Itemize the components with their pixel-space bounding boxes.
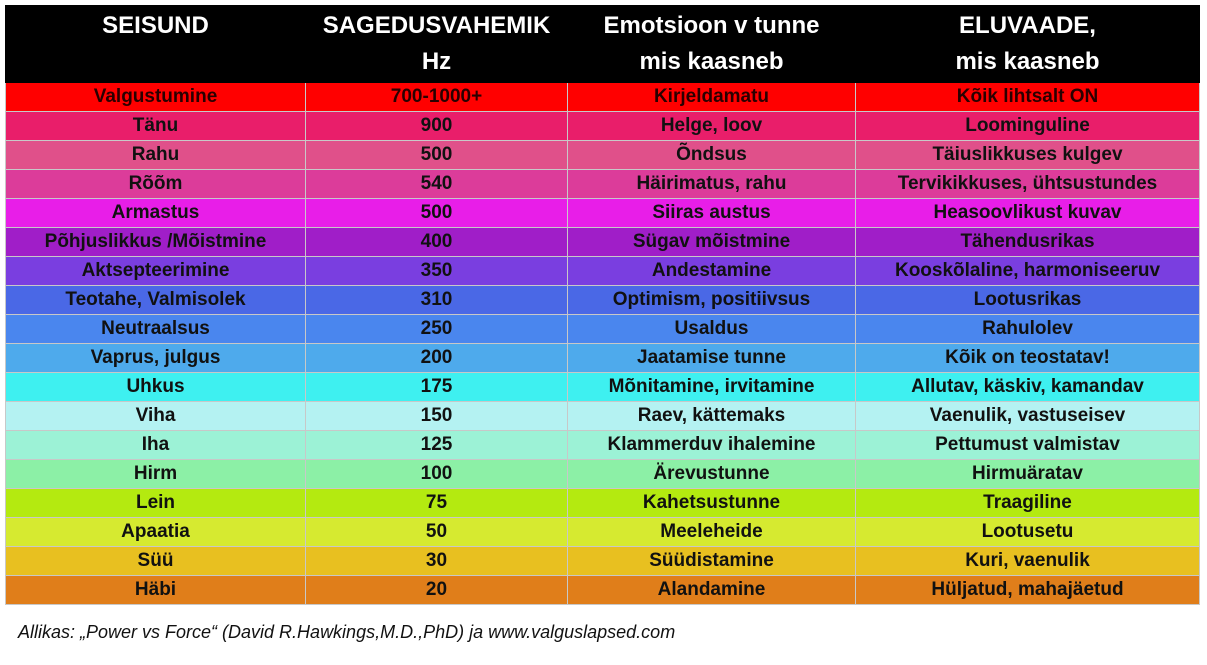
frequency-cell: 310 <box>306 286 568 315</box>
life-view-cell: Kooskõlaline, harmoniseeruv <box>856 257 1200 286</box>
frequency-cell: 500 <box>306 141 568 170</box>
table-row <box>6 286 1200 315</box>
emotion-cell: Usaldus <box>568 315 856 344</box>
table-row <box>6 431 1200 460</box>
life-view-cell: Lootusrikas <box>856 286 1200 315</box>
frequency-cell: 350 <box>306 257 568 286</box>
life-view-cell: Hirmuäratav <box>856 460 1200 489</box>
frequency-cell: 50 <box>306 518 568 547</box>
life-view-cell: Vaenulik, vastuseisev <box>856 402 1200 431</box>
life-view-cell: Pettumust valmistav <box>856 431 1200 460</box>
life-view-cell: Kuri, vaenulik <box>856 547 1200 576</box>
frequency-cell: 900 <box>306 112 568 141</box>
table-row <box>6 402 1200 431</box>
frequency-cell: 500 <box>306 199 568 228</box>
emotional-states-table <box>5 5 1200 605</box>
frequency-cell: 125 <box>306 431 568 460</box>
emotion-cell: Klammerduv ihalemine <box>568 431 856 460</box>
table-row <box>6 170 1200 199</box>
state-cell: Hirm <box>6 460 306 489</box>
emotion-cell: Sügav mõistmine <box>568 228 856 257</box>
state-cell: Lein <box>6 489 306 518</box>
frequency-cell: 700-1000+ <box>306 83 568 112</box>
frequency-cell: 400 <box>306 228 568 257</box>
table-row <box>6 489 1200 518</box>
frequency-cell: 30 <box>306 547 568 576</box>
table-row <box>6 257 1200 286</box>
state-cell: Valgustumine <box>6 83 306 112</box>
state-cell: Tänu <box>6 112 306 141</box>
emotion-cell: Andestamine <box>568 257 856 286</box>
emotion-cell: Kirjeldamatu <box>568 83 856 112</box>
emotion-cell: Optimism, positiivsus <box>568 286 856 315</box>
frequency-cell: 100 <box>306 460 568 489</box>
table-row <box>6 315 1200 344</box>
frequency-cell: 250 <box>306 315 568 344</box>
emotion-cell: Alandamine <box>568 576 856 605</box>
state-cell: Rõõm <box>6 170 306 199</box>
emotion-cell: Siiras austus <box>568 199 856 228</box>
emotion-cell: Õndsus <box>568 141 856 170</box>
state-cell: Süü <box>6 547 306 576</box>
state-cell: Uhkus <box>6 373 306 402</box>
life-view-cell: Allutav, käskiv, kamandav <box>856 373 1200 402</box>
state-cell: Neutraalsus <box>6 315 306 344</box>
life-view-cell: Heasoovlikust kuvav <box>856 199 1200 228</box>
table-row <box>6 141 1200 170</box>
header-sagedusvahemik: SAGEDUSVAHEMIK Hz <box>306 6 568 83</box>
source-credit: Allikas: „Power vs Force“ (David R.Hawkings,M.D.,PhD) ja www.valguslapsed.com <box>18 622 676 642</box>
frequency-cell: 75 <box>306 489 568 518</box>
header-emotsioon: Emotsioon v tunne mis kaasneb <box>568 6 856 83</box>
emotion-cell: Helge, loov <box>568 112 856 141</box>
state-cell: Apaatia <box>6 518 306 547</box>
emotion-cell: Ärevustunne <box>568 460 856 489</box>
emotion-cell: Süüdistamine <box>568 547 856 576</box>
state-cell: Armastus <box>6 199 306 228</box>
frequency-cell: 200 <box>306 344 568 373</box>
life-view-cell: Tähendusrikas <box>856 228 1200 257</box>
frequency-cell: 175 <box>306 373 568 402</box>
emotion-cell: Meeleheide <box>568 518 856 547</box>
header-seisund: SEISUND <box>6 6 306 83</box>
table-row <box>6 518 1200 547</box>
life-view-cell: Loominguline <box>856 112 1200 141</box>
life-view-cell: Tervikikkuses, ühtsustundes <box>856 170 1200 199</box>
frequency-cell: 20 <box>306 576 568 605</box>
table-row <box>6 547 1200 576</box>
life-view-cell: Traagiline <box>856 489 1200 518</box>
state-cell: Rahu <box>6 141 306 170</box>
table-row <box>6 344 1200 373</box>
state-cell: Vaprus, julgus <box>6 344 306 373</box>
life-view-cell: Täiuslikkuses kulgev <box>856 141 1200 170</box>
state-cell: Teotahe, Valmisolek <box>6 286 306 315</box>
life-view-cell: Kõik lihtsalt ON <box>856 83 1200 112</box>
state-cell: Viha <box>6 402 306 431</box>
emotion-cell: Häirimatus, rahu <box>568 170 856 199</box>
table-row <box>6 228 1200 257</box>
table-row <box>6 199 1200 228</box>
table-row <box>6 373 1200 402</box>
frequency-cell: 540 <box>306 170 568 199</box>
table-row <box>6 460 1200 489</box>
table-row <box>6 576 1200 605</box>
emotion-cell: Raev, kättemaks <box>568 402 856 431</box>
emotion-cell: Kahetsustunne <box>568 489 856 518</box>
life-view-cell: Kõik on teostatav! <box>856 344 1200 373</box>
table-row <box>6 112 1200 141</box>
frequency-cell: 150 <box>306 402 568 431</box>
header-row <box>6 6 1200 83</box>
emotion-cell: Mõnitamine, irvitamine <box>568 373 856 402</box>
table-row <box>6 83 1200 112</box>
life-view-cell: Lootusetu <box>856 518 1200 547</box>
header-eluvaade: ELUVAADE, mis kaasneb <box>856 6 1200 83</box>
life-view-cell: Rahulolev <box>856 315 1200 344</box>
state-cell: Häbi <box>6 576 306 605</box>
state-cell: Aktsepteerimine <box>6 257 306 286</box>
life-view-cell: Hüljatud, mahajäetud <box>856 576 1200 605</box>
state-cell: Iha <box>6 431 306 460</box>
state-cell: Põhjuslikkus /Mõistmine <box>6 228 306 257</box>
emotion-cell: Jaatamise tunne <box>568 344 856 373</box>
